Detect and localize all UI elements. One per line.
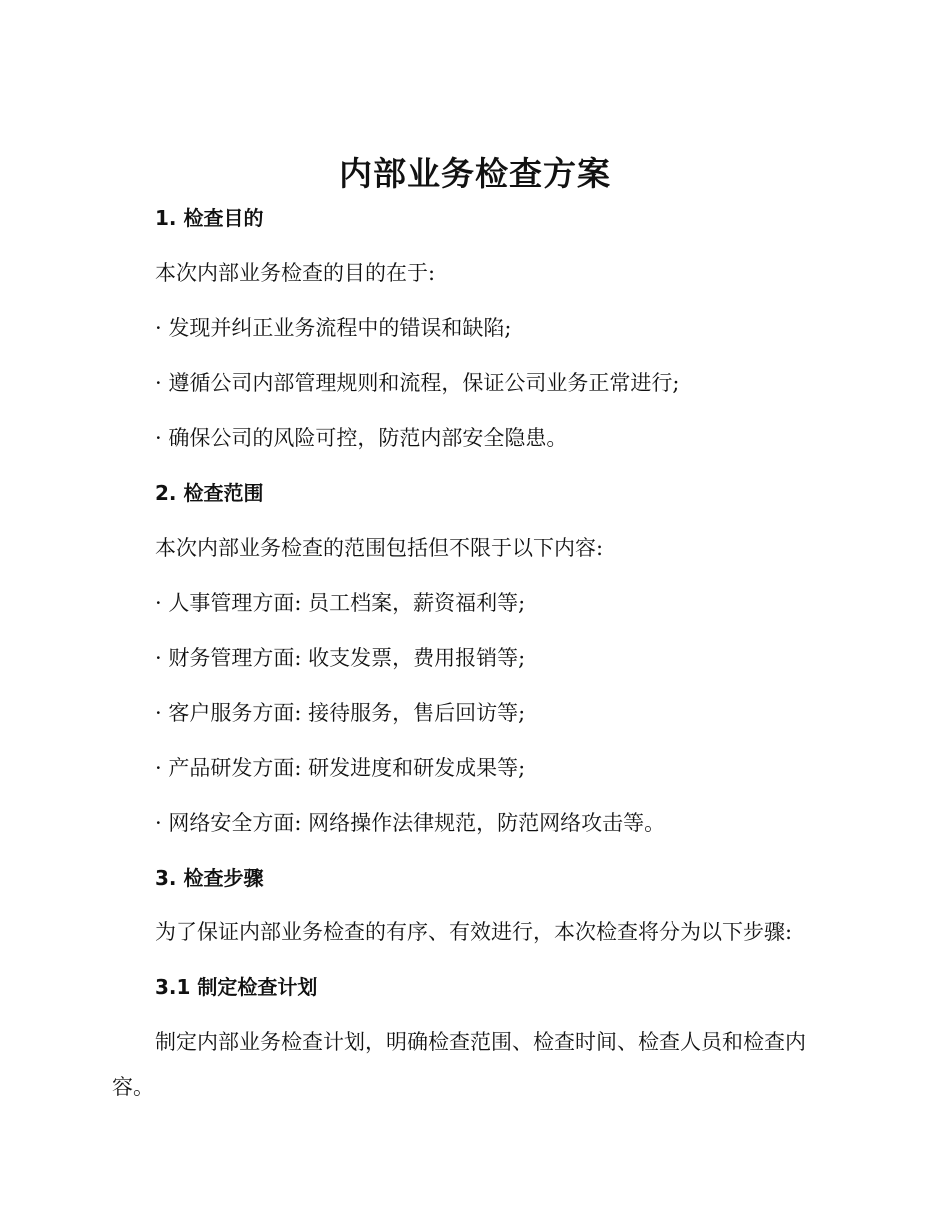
list-item: · 产品研发方面: 研发进度和研发成果等;: [155, 756, 526, 780]
subsection-3-1-heading: 3.1 制定检查计划: [155, 975, 318, 999]
section-2-intro: 本次内部业务检查的范围包括但不限于以下内容:: [155, 536, 604, 560]
section-3-intro: 为了保证内部业务检查的有序、有效进行，本次检查将分为以下步骤:: [155, 920, 793, 944]
section-1-intro: 本次内部业务检查的目的在于:: [155, 261, 436, 285]
subsection-3-1-paragraph: 制定内部业务检查计划，明确检查范围、检查时间、检查人员和检查内容。: [112, 1030, 806, 1099]
list-item: · 确保公司的风险可控，防范内部安全隐患。: [155, 426, 568, 450]
list-item: · 财务管理方面: 收支发票，费用报销等;: [155, 646, 526, 670]
section-1-heading: 1. 检查目的: [155, 206, 264, 230]
list-item: · 网络安全方面: 网络操作法律规范，防范网络攻击等。: [155, 811, 666, 835]
list-item: · 人事管理方面: 员工档案，薪资福利等;: [155, 591, 526, 615]
section-3-heading: 3. 检查步骤: [155, 866, 264, 890]
document-title: 内部业务检查方案: [339, 154, 611, 193]
section-2-heading: 2. 检查范围: [155, 481, 264, 505]
list-item: · 遵循公司内部管理规则和流程，保证公司业务正常进行;: [155, 371, 680, 395]
list-item: · 发现并纠正业务流程中的错误和缺陷;: [155, 316, 512, 340]
list-item: · 客户服务方面: 接待服务，售后回访等;: [155, 701, 526, 725]
